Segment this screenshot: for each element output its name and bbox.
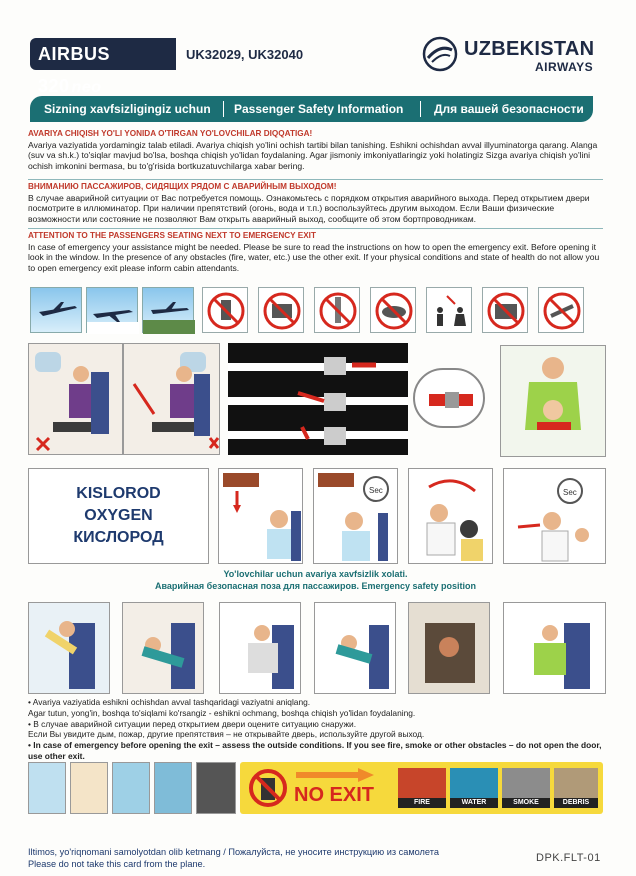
no-electronics-icon bbox=[258, 287, 304, 333]
no-cigarette-icon bbox=[314, 287, 360, 333]
water-hazard-icon bbox=[450, 768, 498, 808]
oxygen-mask-pull-illustration bbox=[313, 468, 398, 564]
instruction-uz-2: Agar tutun, yong'in, boshqa to'siqlami ko'rsangiz - eshikni ochmang, boshqa chiqish yo'lidan foydalaning. bbox=[28, 707, 416, 718]
exit-row-notice-ru bbox=[28, 182, 603, 224]
exit-check-illustration bbox=[112, 762, 150, 814]
fire-hazard-icon bbox=[398, 768, 446, 808]
document-id: DPK.FLT-01 bbox=[536, 852, 601, 864]
oxygen-label-ru: КИСЛОРОД bbox=[73, 529, 164, 546]
timer-sec-label: Sec bbox=[369, 486, 383, 495]
no-exit-band bbox=[240, 762, 603, 814]
airline-subtitle: AIRWAYS bbox=[535, 60, 594, 74]
seatbelt-illustration bbox=[228, 343, 408, 455]
title-bar bbox=[30, 96, 593, 122]
brace-position-illustration bbox=[314, 602, 396, 694]
title-divider bbox=[223, 101, 224, 117]
aircraft-model-badge bbox=[30, 38, 176, 96]
airline-emblem-icon bbox=[422, 36, 458, 72]
arrow-right-icon bbox=[296, 768, 374, 782]
brace-title-ru-en: Аварийная безопасная поза для пассажиров. Emergency safety position bbox=[154, 581, 477, 591]
brace-position-illustration bbox=[28, 602, 110, 694]
footer-line-en: Please do not take this card from the plane. bbox=[28, 859, 206, 869]
exit-check-illustration bbox=[196, 762, 236, 814]
hazard-label: FIRE bbox=[398, 798, 446, 808]
brace-position-illustration bbox=[122, 602, 204, 694]
oxygen-label-panel bbox=[28, 468, 209, 564]
instruction-ru-1: • В случае аварийной ситуации перед открытием двери оцените ситуацию снаружи. bbox=[28, 718, 357, 729]
no-hazardous-items-icon bbox=[538, 287, 584, 333]
exit-check-illustration bbox=[70, 762, 108, 814]
smoke-hazard-icon bbox=[502, 768, 550, 808]
notice-text-ru: В случае аварийной ситуации от Вас потребуется помощь. Ознакомьтесь с порядком открытия аварийного выхода. Перед открытием двери посмотрите в иллюминатор. При наличии препятствий (огонь, вода и т.п.) воспользуйтесь другим выходом. Если Ваши физические возможности или состояние не позволяют Вам открыть аварийный выход, сообщите об этом бортпроводникам. bbox=[28, 192, 590, 224]
exit-check-illustration bbox=[28, 762, 66, 814]
notice-heading-en: ATTENTION TO THE PASSENGERS SEATING NEXT TO EMERGENCY EXIT bbox=[28, 231, 316, 240]
no-camera-icon bbox=[482, 287, 528, 333]
exit-check-illustration bbox=[154, 762, 192, 814]
brace-position-illustration bbox=[219, 602, 301, 694]
notice-text-uz: Avariya vaziyatida yordamingiz talab etiladi. Avariya chiqish yo'lini ochish tartibi bilan tanishing. Eshikni ochishdan avval illyuminatorga qarang. Alanga (suv va sh.k.) to'siqlar mavjud bo'lsa, boshqa chiqish yo'lidan foydalaning. Agar jismoniy imkoniyatlaringiz yoki holatingiz Sizga avariya chiqish yo'lini ochish imkonini bermasa, bu to'g'risida bortkuzatuvchilarga xabar bering. bbox=[28, 139, 598, 171]
instruction-uz-1: • Avariya vaziyatida eshikni ochishdan avval tashqaridagi vaziyatni aniqlang. bbox=[28, 697, 311, 707]
no-exit-label: NO EXIT bbox=[294, 784, 375, 806]
title-divider bbox=[420, 101, 421, 117]
brace-position-illustration bbox=[408, 602, 490, 694]
notice-text-en: In case of emergency your assistance might be needed. Please be sure to read the instructions on how to open the emergency exit. Before opening it look in the window. In the presence of any obstacles (fire, water, etc.) use the other exit. If your physical conditions and state of health do not allow you to open emergency exit please inform cabin attendants. bbox=[28, 241, 600, 273]
brace-title-uz: Yo'lovchilar uchun avariya xavfsizlik xolati. bbox=[223, 569, 408, 579]
title-ru: Для вашей безопасности bbox=[434, 102, 584, 116]
airline-logo bbox=[422, 36, 602, 76]
seated-passenger-illustration bbox=[28, 343, 123, 455]
brace-position-illustration bbox=[503, 602, 606, 694]
instruction-ru-2: Если Вы увидите дым, пожар, другие препятствия – не открывайте дверь, используйте другой выход. bbox=[28, 729, 425, 740]
aircraft-photo bbox=[30, 287, 82, 333]
aircraft-model: AIRBUS 320 bbox=[38, 44, 111, 96]
oxygen-mask-child-illustration bbox=[503, 468, 606, 564]
divider bbox=[28, 179, 603, 180]
no-vaping-icon bbox=[370, 287, 416, 333]
oxygen-mask-drop-illustration bbox=[218, 468, 303, 564]
debris-hazard-icon bbox=[554, 768, 598, 808]
title-uz: Sizning xavfsizligingiz uchun bbox=[44, 102, 211, 116]
exit-row-notice-en bbox=[28, 231, 603, 273]
oxygen-label-uz: KISLOROD bbox=[76, 485, 161, 502]
hazard-label: WATER bbox=[450, 798, 498, 808]
no-phone-icon bbox=[202, 287, 248, 333]
aircraft-model-suffix: neo bbox=[71, 79, 102, 96]
seated-passenger-illustration bbox=[123, 343, 220, 455]
timer-sec-label: Sec bbox=[563, 488, 577, 497]
instruction-en: • In case of emergency before opening the exit – assess the outside conditions. If you see fire, smoke or other obstacles – do not open the door, use other exit. bbox=[28, 740, 602, 761]
infant-seatbelt-illustration bbox=[500, 345, 606, 457]
notice-heading-uz: AVARIYA CHIQISH YO'LI YONIDA O'TIRGAN YO'LOVCHILAR DIQQATIGA! bbox=[28, 129, 313, 138]
oxygen-label-en: OXYGEN bbox=[84, 507, 153, 524]
no-exit-prohibition-icon bbox=[248, 768, 288, 808]
aircraft-photo bbox=[142, 287, 194, 333]
exit-assessment-instructions bbox=[28, 697, 608, 762]
hazard-label: SMOKE bbox=[502, 798, 550, 808]
buckle-detail-illustration bbox=[413, 368, 485, 428]
title-en: Passenger Safety Information bbox=[234, 102, 404, 116]
divider bbox=[28, 228, 603, 229]
airline-name: UZBEKISTAN bbox=[464, 38, 595, 60]
footer-line-uz-ru: Iltimos, yo'riqnomani samolyotdan olib ketmang / Пожалуйста, не уносите инструкцию из самолета bbox=[28, 847, 439, 857]
flight-numbers: UK32029, UK32040 bbox=[186, 47, 304, 62]
oxygen-mask-fit-illustration bbox=[408, 468, 493, 564]
no-smoking-lavatory-icon bbox=[426, 287, 472, 333]
notice-heading-ru: ВНИМАНИЮ ПАССАЖИРОВ, СИДЯЩИХ РЯДОМ С АВАРИЙНЫМ ВЫХОДОМ! bbox=[28, 182, 337, 191]
footer-note bbox=[28, 846, 439, 870]
aircraft-photo bbox=[86, 287, 138, 333]
exit-row-notice-uz bbox=[28, 129, 603, 171]
no-exit-strip bbox=[28, 762, 603, 814]
hazard-label: DEBRIS bbox=[554, 798, 598, 808]
